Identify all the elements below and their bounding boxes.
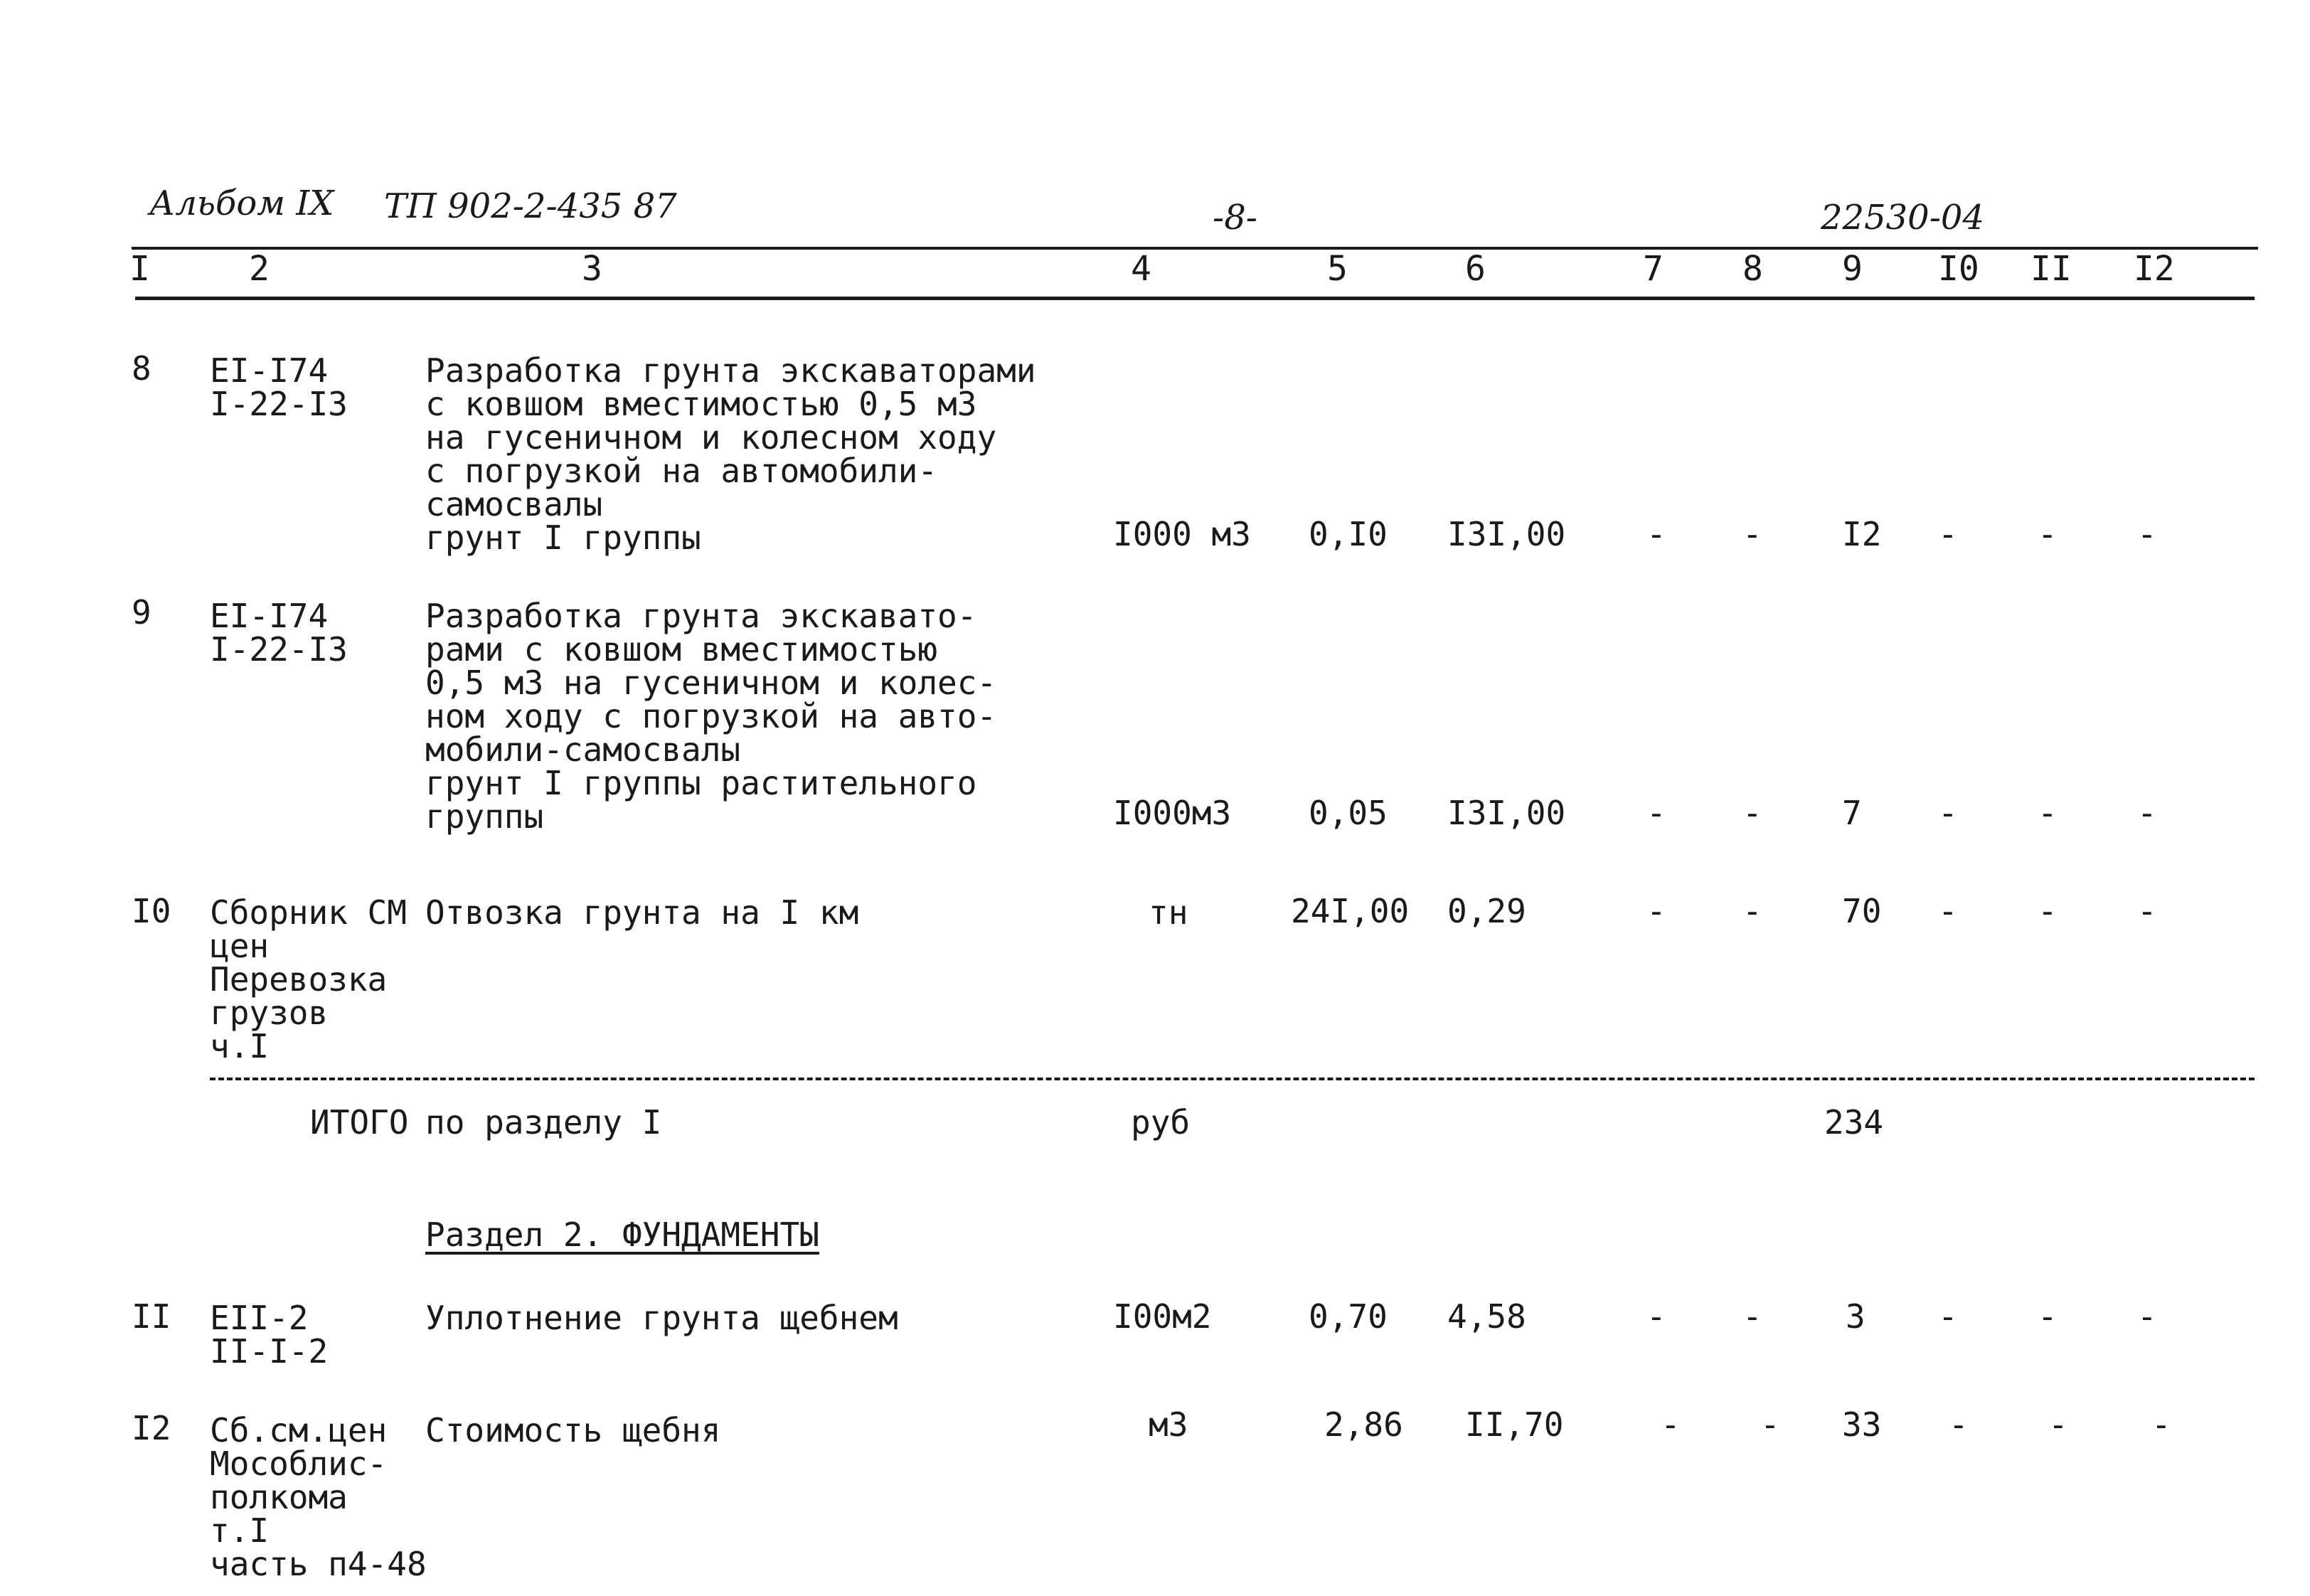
- col-header-6: 6: [1465, 249, 1486, 289]
- col7-value: -: [1646, 794, 1666, 832]
- total-cost: I2: [1842, 515, 1882, 553]
- col11-value: -: [2038, 794, 2058, 832]
- page-number: -8-: [1213, 198, 1257, 238]
- header-bottom-rule: [135, 297, 2255, 300]
- col-header-8: 8: [1742, 249, 1763, 289]
- quantity: 24I,00: [1291, 892, 1410, 930]
- col7-value: -: [1661, 1405, 1681, 1444]
- unit: I000м3: [1113, 794, 1232, 832]
- unit: I00м2: [1113, 1297, 1212, 1336]
- row-number: II: [132, 1297, 171, 1336]
- row-number: 8: [132, 349, 151, 388]
- col-header-1: I: [129, 249, 150, 289]
- col-header-9: 9: [1842, 249, 1863, 289]
- col11-value: -: [2038, 1297, 2058, 1336]
- work-description: Отвозка грунта на I км: [425, 893, 859, 932]
- col12-value: -: [2137, 1297, 2157, 1336]
- work-description: Стоимость щебня: [425, 1411, 721, 1449]
- work-description: Уплотнение грунта щебнем: [425, 1299, 898, 1337]
- album-label: Альбом IX: [149, 183, 334, 223]
- total-cost: 33: [1842, 1405, 1882, 1444]
- unit-price: II,70: [1465, 1405, 1564, 1444]
- unit: м3: [1149, 1405, 1188, 1444]
- document-number: 22530-04: [1821, 198, 1984, 238]
- col12-value: -: [2151, 1405, 2171, 1444]
- unit-price: 4,58: [1447, 1297, 1526, 1336]
- total-cost: 70: [1842, 892, 1882, 930]
- total-description: по разделу I: [425, 1103, 662, 1142]
- col10-value: -: [1949, 1405, 1969, 1444]
- col7-value: -: [1646, 892, 1666, 930]
- total-sum: 234: [1824, 1103, 1884, 1142]
- col7-value: -: [1646, 515, 1666, 553]
- norm-code: Сб.см.цен Мособлис- полкома т.I часть п4-48: [210, 1411, 427, 1583]
- total-label: ИТОГО: [310, 1103, 409, 1142]
- unit-price: I3I,00: [1447, 515, 1566, 553]
- row-number: I2: [132, 1409, 171, 1447]
- col10-value: -: [1938, 794, 1958, 832]
- col11-value: -: [2038, 892, 2058, 930]
- total-unit: руб: [1131, 1103, 1191, 1142]
- col-header-3: 3: [582, 249, 602, 289]
- unit: I000 м3: [1113, 515, 1251, 553]
- row-number: 9: [132, 593, 151, 632]
- col10-value: -: [1938, 515, 1958, 553]
- work-description: Разработка грунта экскавато- рами с ковшом вместимостью 0,5 м3 на гусеничном и колес- ном ходу с погрузкой на авто- мобили-самосвалы грунт I группы растительного группы: [425, 597, 997, 836]
- col8-value: -: [1742, 515, 1762, 553]
- col12-value: -: [2137, 892, 2157, 930]
- col-header-10: I0: [1938, 249, 1979, 289]
- quantity: 2,86: [1324, 1405, 1403, 1444]
- unit: тн: [1149, 893, 1188, 932]
- col10-value: -: [1938, 892, 1958, 930]
- col-header-12: I2: [2134, 249, 2175, 289]
- section-title: Раздел 2. ФУНДАМЕНТЫ: [425, 1215, 819, 1254]
- col8-value: -: [1742, 1297, 1762, 1336]
- col8-value: -: [1760, 1405, 1780, 1444]
- norm-code: EI-I74 I-22-I3: [210, 351, 348, 423]
- unit-price: I3I,00: [1447, 794, 1566, 832]
- row-number: I0: [132, 892, 171, 930]
- total-cost: 3: [1846, 1297, 1865, 1336]
- col-header-4: 4: [1131, 249, 1151, 289]
- unit-price: 0,29: [1447, 892, 1526, 930]
- quantity: 0,70: [1309, 1297, 1388, 1336]
- col-header-11: II: [2030, 249, 2072, 289]
- col11-value: -: [2038, 515, 2058, 553]
- total-cost: 7: [1842, 794, 1862, 832]
- project-code: ТП 902-2-435 87: [384, 186, 677, 226]
- col12-value: -: [2137, 794, 2157, 832]
- quantity: 0,I0: [1309, 515, 1388, 553]
- norm-code: Сборник СМ цен Перевозка грузов ч.I: [210, 893, 407, 1065]
- norm-code: EII-2 II-I-2: [210, 1299, 329, 1371]
- col-header-7: 7: [1643, 249, 1664, 289]
- total-separator-line: [210, 1078, 2255, 1080]
- col7-value: -: [1646, 1297, 1666, 1336]
- col10-value: -: [1938, 1297, 1958, 1336]
- col8-value: -: [1742, 794, 1762, 832]
- norm-code: EI-I74 I-22-I3: [210, 597, 348, 669]
- col11-value: -: [2048, 1405, 2068, 1444]
- col12-value: -: [2137, 515, 2157, 553]
- col-header-2: 2: [249, 249, 270, 289]
- col-header-5: 5: [1327, 249, 1348, 289]
- work-description: Разработка грунта экскаваторами с ковшом вместимостью 0,5 м3 на гусеничном и колесном ходу с погрузкой на автомобили- самосвалы грунт I группы: [425, 351, 1036, 557]
- quantity: 0,05: [1309, 794, 1388, 832]
- col8-value: -: [1742, 892, 1762, 930]
